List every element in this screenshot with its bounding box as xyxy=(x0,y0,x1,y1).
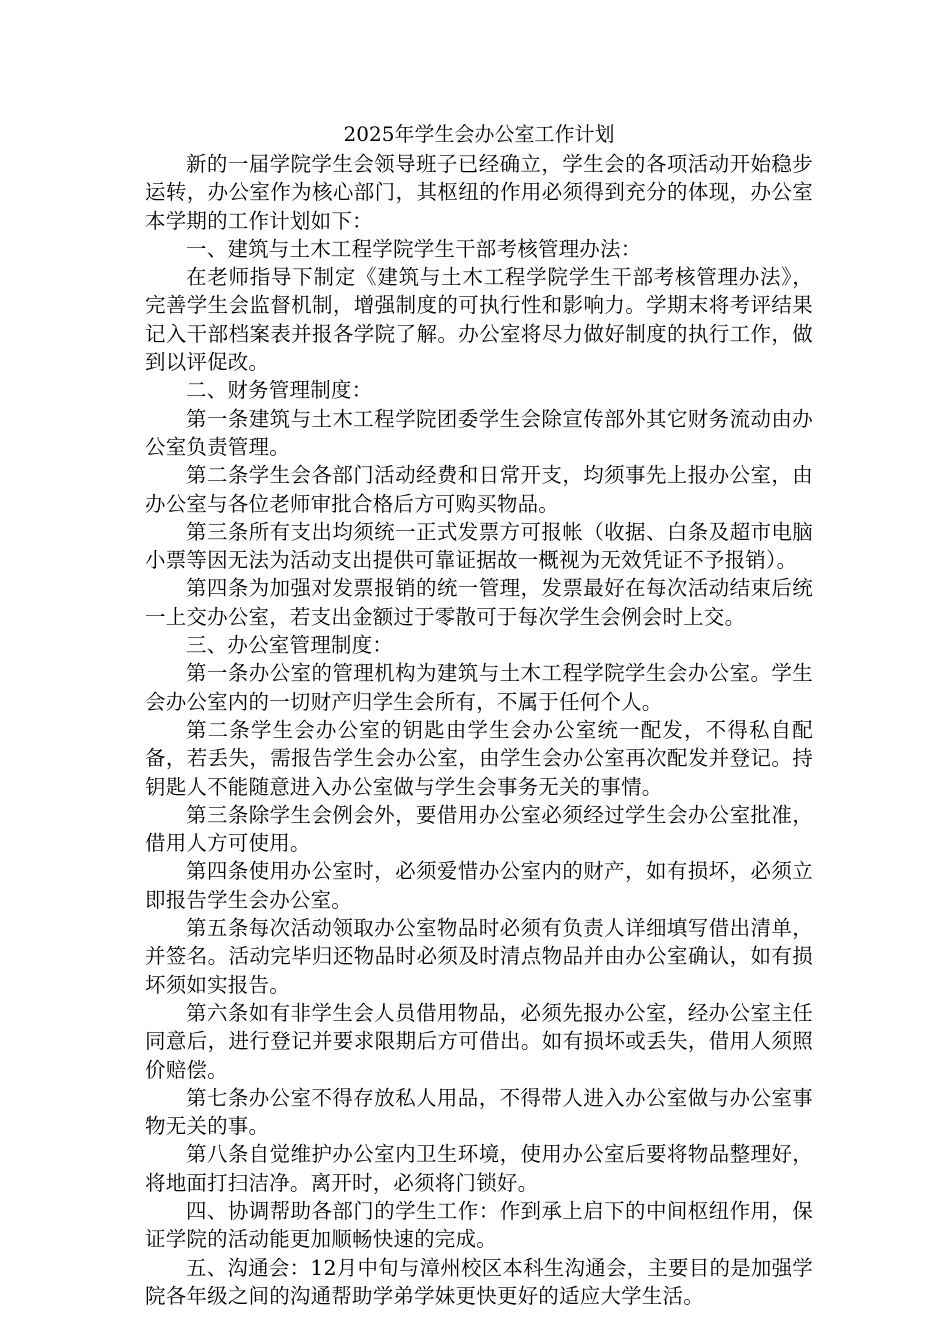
finance-article-4: 第四条为加强对发票报销的统一管理，发票最好在每次活动结束后统一上交办公室，若支出金额过于零散可于每次学生会例会时上交。 xyxy=(145,576,813,629)
paragraph-intro: 新的一届学院学生会领导班子已经确立，学生会的各项活动开始稳步运转，办公室作为核心部门，其枢纽的作用必须得到充分的体现，办公室本学期的工作计划如下： xyxy=(145,152,813,233)
office-article-2: 第二条学生会办公室的钥匙由学生会办公室统一配发，不得私自配备，若丢失，需报告学生会办公室，由学生会办公室再次配发并登记。持钥匙人不能随意进入办公室做与学生会事务无关的事情。 xyxy=(145,717,813,799)
section-heading-1: 一、建筑与土木工程学院学生干部考核管理办法： xyxy=(186,236,642,261)
section-heading-2: 二、财务管理制度： xyxy=(186,378,373,403)
office-article-4: 第四条使用办公室时，必须爱惜办公室内的财产，如有损坏，必须立即报告学生会办公室。 xyxy=(145,859,813,912)
office-article-7: 第七条办公室不得存放私人用品，不得带人进入办公室做与办公室事物无关的事。 xyxy=(145,1085,813,1139)
finance-article-2: 第二条学生会各部门活动经费和日常开支，均须事先上报办公室，由办公室与各位老师审批合格后方可购买物品。 xyxy=(145,463,813,516)
office-article-1: 第一条办公室的管理机构为建筑与土木工程学院学生会办公室。学生会办公室内的一切财产归学生会所有，不属于任何个人。 xyxy=(145,661,813,714)
office-article-5: 第五条每次活动领取办公室物品时必须有负责人详细填写借出清单，并签名。活动完毕归还物品时必须及时清点物品并由办公室确认，如有损坏须如实报告。 xyxy=(145,916,813,997)
office-article-3: 第三条除学生会例会外，要借用办公室必须经过学生会办公室批准，借用人方可使用。 xyxy=(145,802,813,856)
section-heading-3: 三、办公室管理制度： xyxy=(186,633,393,658)
office-article-8: 第八条自觉维护办公室内卫生环境，使用办公室后要将物品整理好，将地面打扫洁净。离开时，必须将门锁好。 xyxy=(145,1142,813,1195)
paragraph: 在老师指导下制定《建筑与土木工程学院学生干部考核管理办法》，完善学生会监督机制，增强制度的可执行性和影响力。学期末将考评结果记入干部档案表并报各学院了解。办公室将尽力做好制度的执行工作，做到以评促改。 xyxy=(145,265,813,375)
section-heading-5: 五、沟通会：12月中旬与漳州校区本科生沟通会，主要目的是加强学院各年级之间的沟通帮助学弟学妹更快更好的适应大学生活。 xyxy=(145,1255,813,1308)
finance-article-1: 第一条建筑与土木工程学院团委学生会除宣传部外其它财务流动由办公室负责管理。 xyxy=(145,406,813,459)
office-article-6: 第六条如有非学生会人员借用物品，必须先报办公室，经办公室主任同意后，进行登记并要求限期后方可借出。如有损坏或丢失，借用人须照价赔偿。 xyxy=(145,1000,813,1082)
document-page xyxy=(145,120,813,1310)
document-title: 2025年学生会办公室工作计划 xyxy=(343,122,615,146)
finance-article-3: 第三条所有支出均须统一正式发票方可报帐（收据、白条及超市电脑小票等因无法为活动支出提供可靠证据故一概视为无效凭证不予报销）。 xyxy=(145,519,813,573)
section-heading-4: 四、协调帮助各部门的学生工作：作到承上启下的中间枢纽作用，保证学院的活动能更加顺畅快速的完成。 xyxy=(145,1198,813,1252)
